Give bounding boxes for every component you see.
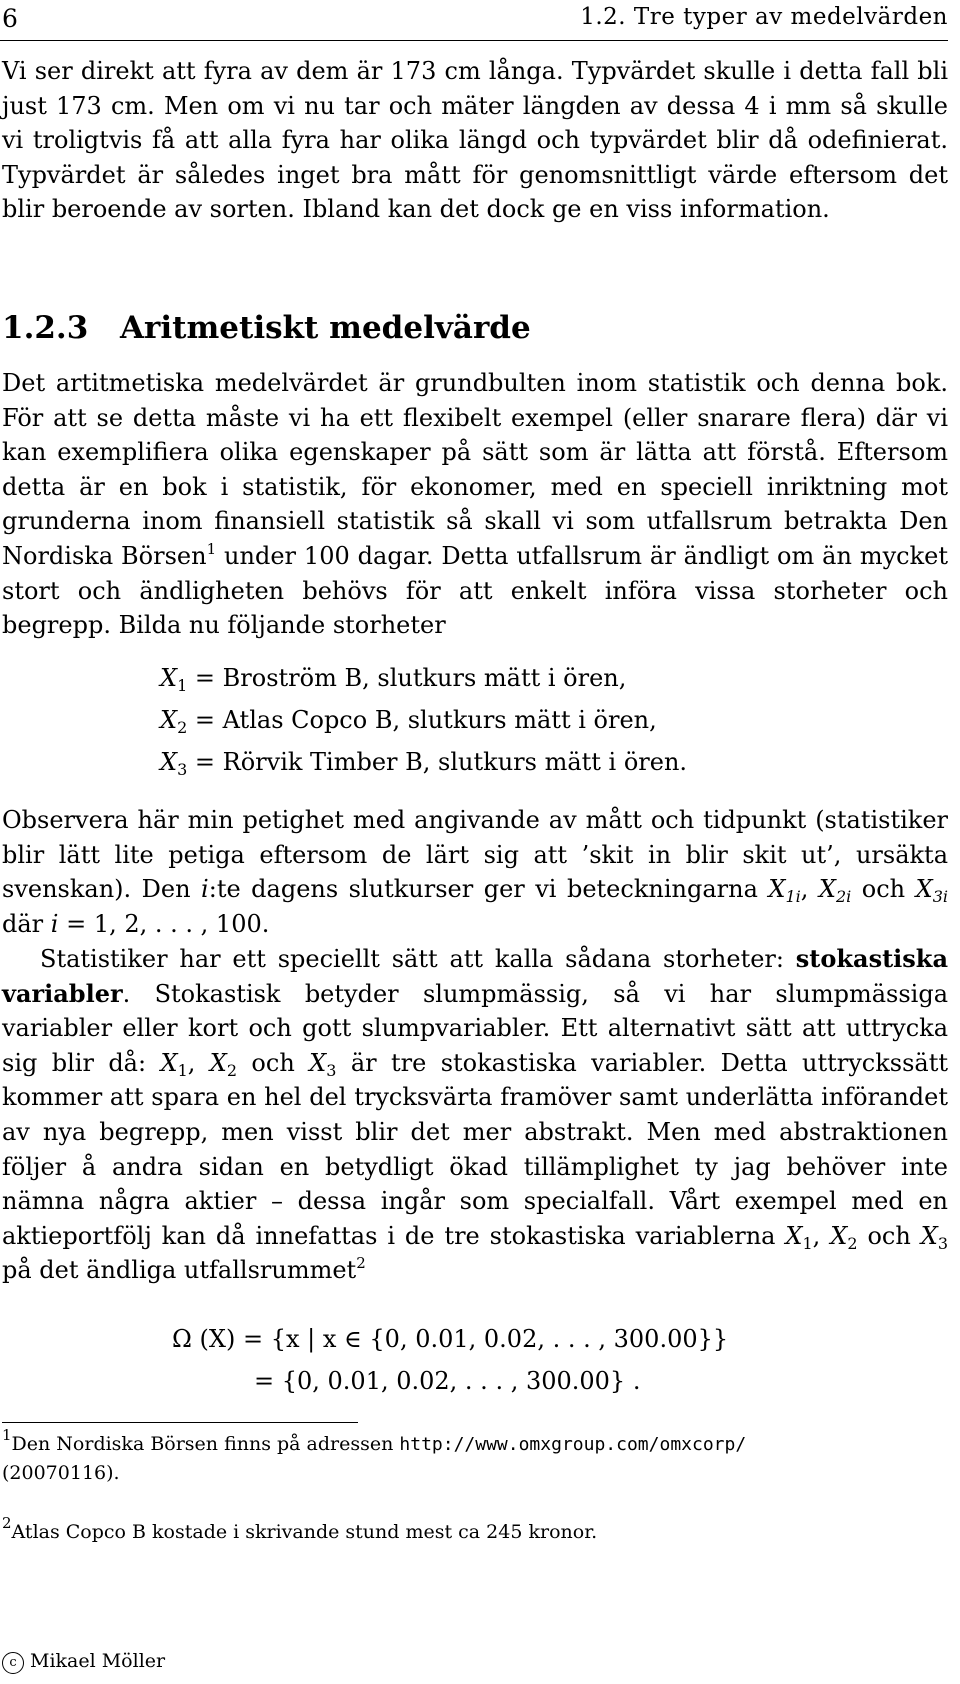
copyright-author: Mikael Möller (30, 1650, 166, 1672)
paragraph-text: Det artitmetiska medelvärdet är grundbulten inom statistik och denna bok. För att se detta måste vi ha ett flexibelt exempel (eller snarare flera) där vi kan exemplifiera olika egenskaper på sätt som är lätta att förstå. Eftersom detta är en bok i statistik, för ekonomer, med en speciell inriktning mot grunderna inom finansiell statistik så skall vi som utfallsrum betrakta Den Nordiska Börsen (2, 369, 948, 570)
footnote-link[interactable]: http://www.omxgroup.com/omxcorp/ (399, 1434, 747, 1455)
section-heading (2, 310, 531, 346)
bold-term: stokastiska variabler (2, 944, 948, 1008)
footnote-number: 1 (2, 1426, 12, 1444)
footnote-1 (2, 1426, 948, 1487)
math-var: X (785, 1221, 803, 1250)
math-var: X (160, 1048, 178, 1077)
page-header (0, 4, 948, 38)
paragraph-text: . Stokastisk betyder slumpmässig, så vi har slumpmässiga variabler eller kort och gott slumpvariabler. Ett alternativt sätt att uttrycka sig blir då: (2, 979, 948, 1077)
copyright-line (2, 1650, 165, 1674)
footnote-text: Den Nordiska Börsen finns på adressen (11, 1433, 400, 1455)
math-var: X (768, 875, 786, 904)
math-subscript: 3 (326, 1060, 337, 1080)
section-title: Aritmetiskt medelvärde (120, 310, 531, 346)
copyright-icon: c (2, 1652, 24, 1674)
footnote-rule (2, 1422, 358, 1423)
paragraph-text: och (237, 1048, 310, 1077)
footnote-marker: 2 (356, 1254, 366, 1273)
variable-symbol: X (160, 706, 178, 734)
paragraph-text: Observera här min petighet med angivande av mått och tidpunkt (statistiker blir lätt lite petiga eftersom de lärt sig att ’skit in blir skit ut’, ursäkta svenskan). Den (2, 806, 948, 904)
omega-line-1: Ω (X) = {x | x ∈ {0, 0.01, 0.02, . . . , 300.00}} (172, 1325, 729, 1353)
paragraph-text: och (851, 875, 916, 904)
variable-definition (160, 706, 657, 737)
footnote-text: (20070116). (2, 1462, 120, 1484)
paragraph-text: under 100 dagar. Detta utfallsrum är ändligt om än mycket stort och ändligheten behövs för att enkelt införa vissa storheter och begrepp. Bilda nu följande storheter (2, 541, 948, 640)
math-subscript: 1 (177, 1060, 188, 1080)
math-subscript: 1i (785, 887, 801, 907)
variable-definition (160, 748, 688, 779)
math-subscript: 2i (835, 887, 852, 907)
variable-symbol: X (160, 748, 178, 776)
variable-text: = Broström B, slutkurs mätt i ören, (187, 664, 627, 692)
math-subscript: 2 (226, 1060, 238, 1080)
footnote-marker: 1 (206, 539, 217, 558)
math-var: X (209, 1048, 227, 1077)
math-var: X (920, 1221, 938, 1250)
math-var: X (818, 875, 836, 904)
variable-text: = Rörvik Timber B, slutkurs mätt i ören. (187, 748, 688, 776)
paragraph-text: och (857, 1221, 921, 1250)
paragraph-text: :te dagens slutkurser ger vi beteckningarna (208, 875, 769, 904)
paragraph-arithmetic-mean (2, 366, 948, 643)
running-title: 1.2. Tre typer av medelvärden (580, 4, 948, 30)
paragraph-text: Statistiker har ett speciellt sätt att kalla sådana storheter: (40, 945, 796, 973)
variable-subscript: 2 (177, 718, 188, 737)
math-var: i (201, 875, 209, 904)
math-subscript: 2 (847, 1233, 858, 1253)
math-var: X (915, 875, 933, 904)
page-number: 6 (2, 4, 18, 33)
paragraph-text: , (800, 875, 819, 904)
math-var: X (830, 1221, 848, 1250)
intro-paragraph: Vi ser direkt att fyra av dem är 173 cm långa. Typvärdet skulle i detta fall bli just 173 cm. Men om vi nu tar och mäter längden av dessa 4 i mm så skulle vi troligtvis få att alla fyra har olika längd och typvärdet blir då odefinierat. Typvärdet är således inget bra mått för genomsnittligt värde eftersom det blir beroende av sorten. Ibland kan det dock ge en viss information. (2, 57, 948, 224)
variable-subscript: 3 (177, 760, 188, 779)
paragraph-text: där (2, 909, 51, 938)
paragraph-text: på det ändliga utfallsrummet (2, 1256, 357, 1285)
math-var: X (309, 1048, 327, 1077)
footnote-text: Atlas Copco B kostade i skrivande stund mest ca 245 kronor. (11, 1521, 598, 1543)
paragraph-stochastic (2, 942, 948, 1288)
omega-line-2: = {0, 0.01, 0.02, . . . , 300.00} . (254, 1367, 641, 1395)
paragraph-text: = 1, 2, . . . , 100. (58, 909, 270, 938)
variable-text: = Atlas Copco B, slutkurs mätt i ören, (187, 706, 657, 734)
paragraph-text: , (812, 1221, 831, 1250)
variable-subscript: 1 (177, 676, 188, 695)
variable-definition (160, 664, 627, 695)
math-var: i (50, 909, 59, 938)
variable-symbol: X (160, 664, 178, 692)
footnote-2 (2, 1514, 948, 1546)
math-subscript: 3i (932, 887, 949, 907)
section-number: 1.2.3 (2, 310, 89, 346)
header-rule (0, 40, 948, 41)
paragraph-notation (2, 803, 948, 941)
paragraph-text: , (187, 1048, 210, 1077)
math-subscript: 3 (937, 1233, 948, 1253)
math-subscript: 1 (802, 1233, 813, 1253)
paragraph-text: är tre stokastiska variabler. Detta uttryckssätt kommer att spara en hel del trycksvärta framöver samt underlätta införandet av nya begrepp, men visst blir det mer abstrakt. Men med abstraktionen följer å andra sidan en betydligt ökad tillämplighet ty jag behöver inte nämna några aktier – dessa ingår som specialfall. Vårt exempel med en aktieportfölj kan då innefattas i de tre stokastiska variablerna (2, 1048, 949, 1250)
footnote-number: 2 (2, 1514, 12, 1532)
